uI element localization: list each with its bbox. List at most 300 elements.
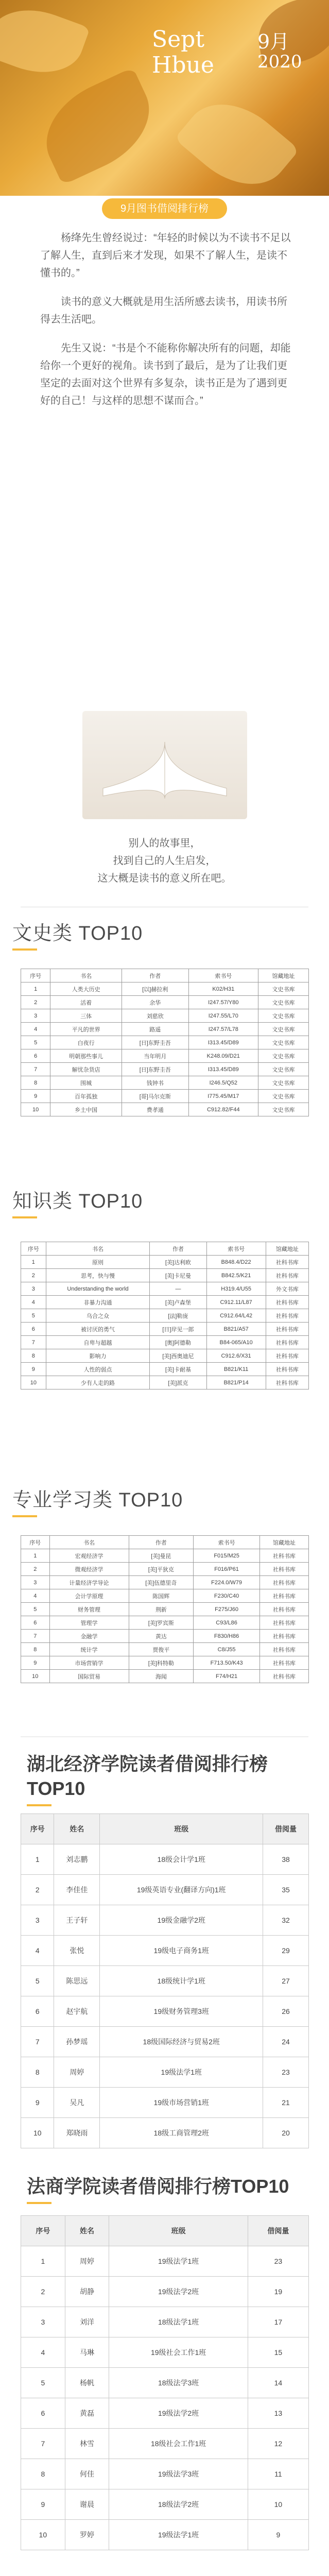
- table-header-row: [21, 969, 309, 982]
- wenshi-table: [21, 969, 309, 1116]
- table-cell: 市场营销学: [49, 1656, 129, 1670]
- title-underline: [12, 948, 37, 951]
- table-cell: 乡土中国: [50, 1103, 122, 1116]
- table-cell: 10: [21, 2118, 54, 2148]
- table-cell: 12: [248, 2429, 308, 2459]
- table-cell: 赵宇航: [54, 1996, 100, 2027]
- table-cell: 自卑与超越: [46, 1336, 150, 1349]
- column-header: 班级: [100, 1814, 263, 1844]
- column-header: 书名: [46, 1242, 150, 1256]
- table-cell: 19级社会工作1班: [109, 2337, 248, 2368]
- table-row: [21, 2429, 309, 2459]
- table-cell: F713.50/K43: [194, 1656, 260, 1670]
- table-row: [21, 1576, 309, 1589]
- table-cell: B842.5/K21: [206, 1269, 266, 1282]
- table-cell: 社科书库: [266, 1336, 308, 1349]
- table-cell: 社科书库: [260, 1549, 309, 1563]
- table-cell: 文史书库: [258, 982, 308, 996]
- table-cell: 国际贸易: [49, 1670, 129, 1683]
- table-cell: 黄达: [129, 1630, 194, 1643]
- table-row: [21, 1616, 309, 1630]
- table-cell: 18级统计学1班: [100, 1966, 263, 1996]
- table-cell: 社科书库: [260, 1670, 309, 1683]
- table-cell: F224.0/W79: [194, 1576, 260, 1589]
- table-cell: 社科书库: [260, 1576, 309, 1589]
- table-cell: 文史书库: [258, 1103, 308, 1116]
- leaf-shape: [30, 67, 166, 185]
- table-cell: B821/K11: [206, 1363, 266, 1376]
- table-row: [21, 1563, 309, 1576]
- table-row: [21, 1996, 309, 2027]
- table-cell: C912.82/F44: [188, 1103, 258, 1116]
- table-cell: C93/L86: [194, 1616, 260, 1630]
- table-cell: 计量经济学导论: [49, 1576, 129, 1589]
- table-row: [21, 1966, 309, 1996]
- title-underline: [12, 1515, 37, 1517]
- table-cell: 刘慈欣: [122, 1009, 188, 1023]
- table-row: [21, 1336, 309, 1349]
- table-cell: 宏观经济学: [49, 1549, 129, 1563]
- section-title-text: 湖北经济学院读者借阅排行榜: [27, 1753, 268, 1774]
- intro-paragraph: 读书的意义大概就是用生活所感去读书，用读书所得去生活吧。: [40, 296, 287, 325]
- table-cell: 8: [21, 2057, 54, 2088]
- table-cell: 钱钟书: [122, 1076, 188, 1090]
- ranking-pill-label: 9月图书借阅排行榜: [102, 198, 227, 219]
- table-cell: F74/H21: [194, 1670, 260, 1683]
- table-cell: 10: [21, 1376, 46, 1389]
- table-cell: 文史书库: [258, 996, 308, 1009]
- column-header: 姓名: [65, 2216, 109, 2246]
- table-cell: 影响力: [46, 1349, 150, 1363]
- table-cell: 29: [263, 1936, 309, 1966]
- table-cell: 文史书库: [258, 1009, 308, 1023]
- table-row: [21, 2057, 309, 2088]
- table-cell: 10: [21, 1103, 50, 1116]
- table-cell: I247.55/L70: [188, 1009, 258, 1023]
- table-cell: C912.6/X31: [206, 1349, 266, 1363]
- table-row: [21, 1323, 309, 1336]
- table-cell: 当年明月: [122, 1049, 188, 1063]
- table-cell: 会计学原理: [49, 1589, 129, 1603]
- table-row: [21, 2337, 309, 2368]
- banner-month: 9月: [257, 30, 290, 53]
- table-cell: K02/H31: [188, 982, 258, 996]
- section-title-text: 法商学院读者借阅排行榜TOP10: [27, 2176, 289, 2197]
- table-cell: 1: [21, 982, 50, 996]
- table-cell: 9: [21, 2088, 54, 2118]
- table-row: [21, 2368, 309, 2398]
- table-cell: [哥]马尔克斯: [122, 1090, 188, 1103]
- column-header: 借阅量: [263, 1814, 309, 1844]
- table-cell: 19级英语专业(翻译方向)1班: [100, 1875, 263, 1905]
- column-header: 书名: [49, 1536, 129, 1549]
- table-cell: 32: [263, 1905, 309, 1936]
- table-cell: [美]伍德里奇: [129, 1576, 194, 1589]
- table-cell: 18级工商管理2班: [100, 2118, 263, 2148]
- quote-line: 找到自己的人生启发，: [113, 855, 216, 867]
- section-title-zhishi: [12, 1185, 143, 1218]
- table-cell: 19级法学3班: [109, 2459, 248, 2489]
- column-header: 作者: [129, 1536, 194, 1549]
- table-cell: 社科书库: [260, 1643, 309, 1656]
- section-title-text: TOP10: [27, 1778, 85, 1799]
- table-row: [21, 2277, 309, 2307]
- column-header: 作者: [122, 969, 188, 982]
- table-cell: F230/C40: [194, 1589, 260, 1603]
- table-cell: 社科书库: [266, 1376, 308, 1389]
- table-cell: 6: [21, 1996, 54, 2027]
- table-cell: 6: [21, 1616, 50, 1630]
- table-cell: 19级法学1班: [100, 2057, 263, 2088]
- title-underline: [27, 1804, 51, 1806]
- table-header-row: [21, 2216, 309, 2246]
- table-cell: 社科书库: [260, 1616, 309, 1630]
- table-cell: 7: [21, 1063, 50, 1076]
- table-row: [21, 1009, 309, 1023]
- table-header-row: [21, 1814, 309, 1844]
- table-row: [21, 2307, 309, 2337]
- table-cell: 人类大历史: [50, 982, 122, 996]
- banner-line2: Hbue: [152, 52, 214, 78]
- table-row: [21, 1549, 309, 1563]
- table-cell: 6: [21, 1049, 50, 1063]
- table-cell: [日]东野圭吾: [122, 1036, 188, 1049]
- table-cell: 文史书库: [258, 1036, 308, 1049]
- table-cell: 统计学: [49, 1643, 129, 1656]
- table-cell: 18级国际经济与贸易2班: [100, 2027, 263, 2057]
- table-cell: I247.57/Y80: [188, 996, 258, 1009]
- table-cell: 财务管理: [49, 1603, 129, 1616]
- table-row: [21, 1630, 309, 1643]
- table-row: [21, 2027, 309, 2057]
- table-cell: 社科书库: [266, 1349, 308, 1363]
- title-underline: [27, 2202, 51, 2204]
- table-cell: 2: [21, 1563, 50, 1576]
- table-cell: 社科书库: [260, 1656, 309, 1670]
- table-cell: 林雪: [65, 2429, 109, 2459]
- table-cell: 文史书库: [258, 1063, 308, 1076]
- table-cell: 明朝那些事儿: [50, 1049, 122, 1063]
- table-cell: B821/A57: [206, 1323, 266, 1336]
- table-cell: 孙梦瑶: [54, 2027, 100, 2057]
- fashang-readers-table: [21, 2215, 309, 2550]
- table-row: [21, 1656, 309, 1670]
- table-cell: 社科书库: [266, 1309, 308, 1323]
- table-cell: 非暴力沟通: [46, 1296, 150, 1309]
- quote-line: 这大概是读书的意义所在吧。: [97, 873, 232, 884]
- table-cell: 贾俊平: [129, 1643, 194, 1656]
- table-cell: 19级法学2班: [109, 2398, 248, 2429]
- table-cell: 4: [21, 1936, 54, 1966]
- table-cell: 余华: [122, 996, 188, 1009]
- table-cell: 社科书库: [260, 1603, 309, 1616]
- column-header: 序号: [21, 969, 50, 982]
- table-cell: 9: [21, 1656, 50, 1670]
- table-cell: 21: [263, 2088, 309, 2118]
- table-cell: I247.57/L78: [188, 1023, 258, 1036]
- table-cell: 1: [21, 1549, 50, 1563]
- book-icon: [82, 711, 247, 819]
- table-cell: [美]派克: [150, 1376, 206, 1389]
- table-cell: 3: [21, 1905, 54, 1936]
- table-cell: 解忧杂货店: [50, 1063, 122, 1076]
- zhishi-table: [21, 1242, 309, 1389]
- table-cell: 8: [21, 1643, 50, 1656]
- table-cell: 周婷: [54, 2057, 100, 2088]
- table-row: [21, 2459, 309, 2489]
- table-cell: 社科书库: [260, 1563, 309, 1576]
- table-cell: 思考，快与慢: [46, 1269, 150, 1282]
- table-cell: B821/P14: [206, 1376, 266, 1389]
- table-row: [21, 1376, 309, 1389]
- table-cell: [美]卡尼曼: [150, 1269, 206, 1282]
- table-row: [21, 2088, 309, 2118]
- table-cell: 杨帆: [65, 2368, 109, 2398]
- table-row: [21, 1282, 309, 1296]
- table-cell: F015/M25: [194, 1549, 260, 1563]
- table-cell: 26: [263, 1996, 309, 2027]
- table-cell: 18级法学3班: [109, 2368, 248, 2398]
- table-cell: 9: [21, 2489, 65, 2520]
- table-cell: C912.64/L42: [206, 1309, 266, 1323]
- table-cell: 17: [248, 2307, 308, 2337]
- leaf-shape: [174, 83, 299, 196]
- table-cell: C8/J55: [194, 1643, 260, 1656]
- table-cell: 社科书库: [266, 1296, 308, 1309]
- table-cell: [日]岸见一郎: [150, 1323, 206, 1336]
- table-row: [21, 2489, 309, 2520]
- table-cell: 7: [21, 2429, 65, 2459]
- table-cell: 社科书库: [260, 1630, 309, 1643]
- table-cell: 7: [21, 1630, 50, 1643]
- column-header: 序号: [21, 1242, 46, 1256]
- section-title-fashang-readers: [27, 2174, 289, 2204]
- table-cell: 人性的弱点: [46, 1363, 150, 1376]
- divider: [21, 1736, 308, 1737]
- open-book-image: [82, 711, 247, 819]
- table-cell: 18级社会工作1班: [109, 2429, 248, 2459]
- table-cell: 三体: [50, 1009, 122, 1023]
- table-cell: 陈思远: [54, 1966, 100, 1996]
- table-cell: 11: [248, 2459, 308, 2489]
- table-cell: 4: [21, 1023, 50, 1036]
- table-cell: 社科书库: [266, 1269, 308, 1282]
- table-cell: 谢晨: [65, 2489, 109, 2520]
- table-cell: K248.09/D21: [188, 1049, 258, 1063]
- table-cell: 9: [21, 1363, 46, 1376]
- table-cell: 5: [21, 1966, 54, 1996]
- table-cell: F830/H86: [194, 1630, 260, 1643]
- table-cell: 少有人走的路: [46, 1376, 150, 1389]
- intro-paragraph: 先生又说：“书是个不能称你解决所有的问题，却能给你一个更好的视角。读书到了最后，是为了让我们更坚定的去面对这个世界有多复杂，读书正是为了遇到更好的自己！与这样的思想不谋而合。”: [40, 343, 291, 406]
- table-cell: 5: [21, 1309, 46, 1323]
- header-banner: [0, 0, 329, 196]
- table-row: [21, 2246, 309, 2277]
- table-cell: 18级法学2班: [109, 2489, 248, 2520]
- table-row: [21, 1349, 309, 1363]
- table-cell: 乌合之众: [46, 1309, 150, 1323]
- column-header: 序号: [21, 1814, 54, 1844]
- table-cell: 李佳佳: [54, 1875, 100, 1905]
- table-cell: 10: [21, 2520, 65, 2550]
- ranking-pill: [0, 198, 329, 219]
- table-cell: [以]赫拉利: [122, 982, 188, 996]
- column-header: 姓名: [54, 1814, 100, 1844]
- table-cell: 吴凡: [54, 2088, 100, 2118]
- column-header: 作者: [150, 1242, 206, 1256]
- table-cell: 13: [248, 2398, 308, 2429]
- table-cell: 3: [21, 2307, 65, 2337]
- table-cell: 19级金融学2班: [100, 1905, 263, 1936]
- table-cell: I313.45/D89: [188, 1036, 258, 1049]
- table-cell: 19级法学1班: [109, 2246, 248, 2277]
- table-cell: —: [150, 1282, 206, 1296]
- table-row: [21, 1875, 309, 1905]
- table-row: [21, 2118, 309, 2148]
- table-cell: 路遥: [122, 1023, 188, 1036]
- title-underline: [12, 1216, 37, 1218]
- table-cell: 4: [21, 2337, 65, 2368]
- table-cell: F016/P61: [194, 1563, 260, 1576]
- table-header-row: [21, 1536, 309, 1549]
- table-cell: 荆新: [129, 1603, 194, 1616]
- table-row: [21, 1905, 309, 1936]
- intro-text: [40, 229, 291, 421]
- table-cell: 2: [21, 996, 50, 1009]
- section-title-hubei-readers: [27, 1752, 268, 1806]
- table-cell: 被讨厌的勇气: [46, 1323, 150, 1336]
- table-cell: 王子轩: [54, 1905, 100, 1936]
- table-cell: 23: [263, 2057, 309, 2088]
- table-row: [21, 1036, 309, 1049]
- table-cell: 19级法学2班: [109, 2277, 248, 2307]
- table-cell: [美]西奥迪尼: [150, 1349, 206, 1363]
- table-cell: 费孝通: [122, 1103, 188, 1116]
- table-cell: 3: [21, 1282, 46, 1296]
- table-cell: [美]卢森堡: [150, 1296, 206, 1309]
- table-row: [21, 1023, 309, 1036]
- table-cell: 19级市场营销1班: [100, 2088, 263, 2118]
- table-cell: 8: [21, 1076, 50, 1090]
- table-cell: 3: [21, 1009, 50, 1023]
- table-cell: 管理学: [49, 1616, 129, 1630]
- table-cell: F275/J60: [194, 1603, 260, 1616]
- table-row: [21, 996, 309, 1009]
- intro-paragraph: 杨绛先生曾经说过：“年轻的时候以为不读书不足以了解人生，直到后来才发现，如果不了解人生，是读不懂书的。”: [40, 232, 291, 279]
- table-cell: 19: [248, 2277, 308, 2307]
- zhuanye-table: [21, 1535, 309, 1683]
- table-cell: 百年孤独: [50, 1090, 122, 1103]
- table-cell: [法]勒庞: [150, 1309, 206, 1323]
- table-cell: 7: [21, 2027, 54, 2057]
- banner-title: [152, 27, 214, 78]
- table-cell: 社科书库: [260, 1589, 309, 1603]
- table-cell: [美]达利欧: [150, 1256, 206, 1269]
- table-row: [21, 2398, 309, 2429]
- table-cell: 1: [21, 2246, 65, 2277]
- table-row: [21, 982, 309, 996]
- section-title-text: 专业学习类 TOP10: [12, 1489, 183, 1511]
- table-row: [21, 1844, 309, 1875]
- table-row: [21, 1309, 309, 1323]
- table-cell: B848.4/D22: [206, 1256, 266, 1269]
- table-cell: 3: [21, 1576, 50, 1589]
- table-cell: 原则: [46, 1256, 150, 1269]
- table-cell: 何佳: [65, 2459, 109, 2489]
- table-row: [21, 1063, 309, 1076]
- table-cell: 社科书库: [266, 1323, 308, 1336]
- table-cell: [美]科特勒: [129, 1656, 194, 1670]
- table-cell: 社科书库: [266, 1256, 308, 1269]
- banner-line1: Sept: [152, 26, 205, 53]
- table-row: [21, 1936, 309, 1966]
- table-cell: [美]卡耐基: [150, 1363, 206, 1376]
- table-cell: 社科书库: [266, 1363, 308, 1376]
- table-row: [21, 2520, 309, 2550]
- table-cell: 9: [248, 2520, 308, 2550]
- table-cell: 8: [21, 1349, 46, 1363]
- column-header: 索书号: [194, 1536, 260, 1549]
- table-cell: C912.11/L87: [206, 1296, 266, 1309]
- table-cell: 27: [263, 1966, 309, 1996]
- table-cell: 张悦: [54, 1936, 100, 1966]
- section-title-text: 文史类 TOP10: [12, 923, 143, 944]
- table-cell: [日]东野圭吾: [122, 1063, 188, 1076]
- table-cell: 19级法学1班: [109, 2520, 248, 2550]
- section-title-zhuanye: [12, 1484, 183, 1517]
- table-cell: 19级电子商务1班: [100, 1936, 263, 1966]
- table-cell: 35: [263, 1875, 309, 1905]
- table-cell: 38: [263, 1844, 309, 1875]
- table-row: [21, 1296, 309, 1309]
- table-cell: 2: [21, 1875, 54, 1905]
- table-row: [21, 1076, 309, 1090]
- table-cell: 6: [21, 1323, 46, 1336]
- table-row: [21, 1670, 309, 1683]
- section-title-wenshi: [12, 917, 143, 951]
- table-cell: 文史书库: [258, 1076, 308, 1090]
- table-cell: 金融学: [49, 1630, 129, 1643]
- table-cell: 15: [248, 2337, 308, 2368]
- table-cell: 5: [21, 2368, 65, 2398]
- table-cell: 24: [263, 2027, 309, 2057]
- table-cell: 罗婷: [65, 2520, 109, 2550]
- table-row: [21, 1589, 309, 1603]
- table-cell: I246.5/Q52: [188, 1076, 258, 1090]
- table-cell: 马琳: [65, 2337, 109, 2368]
- table-row: [21, 1603, 309, 1616]
- table-cell: [奥]阿德勒: [150, 1336, 206, 1349]
- table-cell: 刘志鹏: [54, 1844, 100, 1875]
- banner-year: 2020: [257, 52, 302, 72]
- table-cell: 活着: [50, 996, 122, 1009]
- table-cell: 20: [263, 2118, 309, 2148]
- table-cell: 2: [21, 2277, 65, 2307]
- column-header: 馆藏地址: [266, 1242, 308, 1256]
- quote-line: 别人的故事里，: [128, 838, 201, 849]
- table-header-row: [21, 1242, 309, 1256]
- table-cell: 4: [21, 1296, 46, 1309]
- column-header: 馆藏地址: [260, 1536, 309, 1549]
- table-cell: 19级财务管理3班: [100, 1996, 263, 2027]
- table-cell: [美]平狄克: [129, 1563, 194, 1576]
- section-title-text: 知识类 TOP10: [12, 1191, 143, 1212]
- table-cell: 1: [21, 1844, 54, 1875]
- table-cell: 2: [21, 1269, 46, 1282]
- table-cell: 周婷: [65, 2246, 109, 2277]
- table-cell: 文史书库: [258, 1023, 308, 1036]
- column-header: 班级: [109, 2216, 248, 2246]
